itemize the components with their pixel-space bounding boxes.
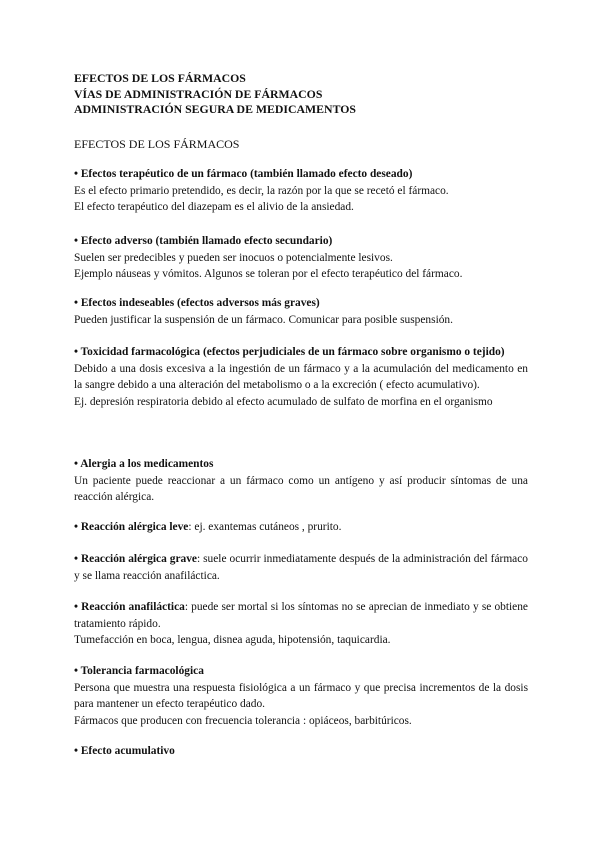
paragraph: Suelen ser predecibles y pueden ser inocuos o potencialmente lesivos.: [74, 251, 393, 264]
section-reaccion-anafilactica: [74, 599, 528, 649]
section-title: • Tolerancia farmacológica: [74, 665, 204, 677]
section-title: • Efecto acumulativo: [74, 745, 175, 757]
paragraph: Pueden justificar la suspensión de un fármaco. Comunicar para posible suspensión.: [74, 313, 453, 326]
paragraph: [74, 551, 528, 584]
section-tolerancia: [74, 663, 528, 729]
section-reaccion-grave: [74, 551, 528, 584]
paragraph: Ejemplo náuseas y vómitos. Algunos se toleran por el efecto terapéutico del fármaco.: [74, 268, 463, 280]
paragraph: El efecto terapéutico del diazepam es el alivio de la ansiedad.: [74, 201, 354, 213]
paragraph: Debido a una dosis excesiva a la ingestión de un fármaco y a la acumulación del medicamento en la sangre debido a una alteración del metabolismo o a la excreción ( efecto acumulativo).: [74, 362, 528, 391]
paragraph: Fármacos que producen con frecuencia tolerancia : opiáceos, barbitúricos.: [74, 714, 412, 727]
section-title: • Efectos indeseables (efectos adversos más graves): [74, 297, 320, 309]
section-efectos-indeseables: [74, 295, 528, 328]
section-title: • Alergia a los medicamentos: [74, 458, 214, 470]
section-reaccion-leve: [74, 519, 528, 536]
inline-text: : suele ocurrir inmediatamente después de la administración del fármaco y se llama reacción anafiláctica.: [74, 553, 528, 582]
paragraph: Es el efecto primario pretendido, es decir, la razón por la que se recetó el fármaco.: [74, 184, 449, 197]
section-efecto-terapeutico: [74, 166, 528, 216]
section-title: • Efecto adverso (también llamado efecto secundario): [74, 235, 333, 247]
section-title: • Toxicidad farmacológica (efectos perjudiciales de un fármaco sobre organismo o tejido): [74, 346, 505, 358]
section-alergia: [74, 456, 528, 506]
paragraph: [74, 599, 528, 632]
inline-text: : ej. exantemas cutáneos , prurito.: [188, 521, 342, 533]
section-efecto-acumulativo: [74, 743, 528, 760]
paragraph: Ej. depresión respiratoria debido al efecto acumulado de sulfato de morfina en el organismo: [74, 395, 493, 408]
paragraph: [74, 519, 528, 536]
section-title: • Reacción anafiláctica: [74, 601, 185, 613]
section-toxicidad: [74, 344, 528, 410]
header-line-2: VÍAS DE ADMINISTRACIÓN DE FÁRMACOS: [74, 86, 323, 101]
section-subtitle: EFECTOS DE LOS FÁRMACOS: [74, 137, 240, 151]
inline-text: : puede ser mortal si los síntomas no se aprecian de inmediato y se obtiene tratamiento rápido.: [74, 601, 528, 630]
header-line-3: ADMINISTRACIÓN SEGURA DE MEDICAMENTOS: [74, 102, 356, 116]
section-title: • Efectos terapéutico de un fármaco (también llamado efecto deseado): [74, 168, 413, 180]
paragraph: Persona que muestra una respuesta fisiológica a un fármaco y que precisa incrementos de la dosis para mantener un efecto terapéutico dado.: [74, 681, 528, 710]
section-efecto-adverso: [74, 233, 528, 283]
header-line-1: EFECTOS DE LOS FÁRMACOS: [74, 71, 246, 85]
section-title: • Reacción alérgica leve: [74, 521, 189, 533]
paragraph: Tumefacción en boca, lengua, disnea aguda, hipotensión, taquicardia.: [74, 634, 391, 646]
section-title: • Reacción alérgica grave: [74, 553, 197, 565]
paragraph: Un paciente puede reaccionar a un fármaco como un antígeno y así producir síntomas de una reacción alérgica.: [74, 474, 528, 503]
document-header: [74, 71, 528, 118]
